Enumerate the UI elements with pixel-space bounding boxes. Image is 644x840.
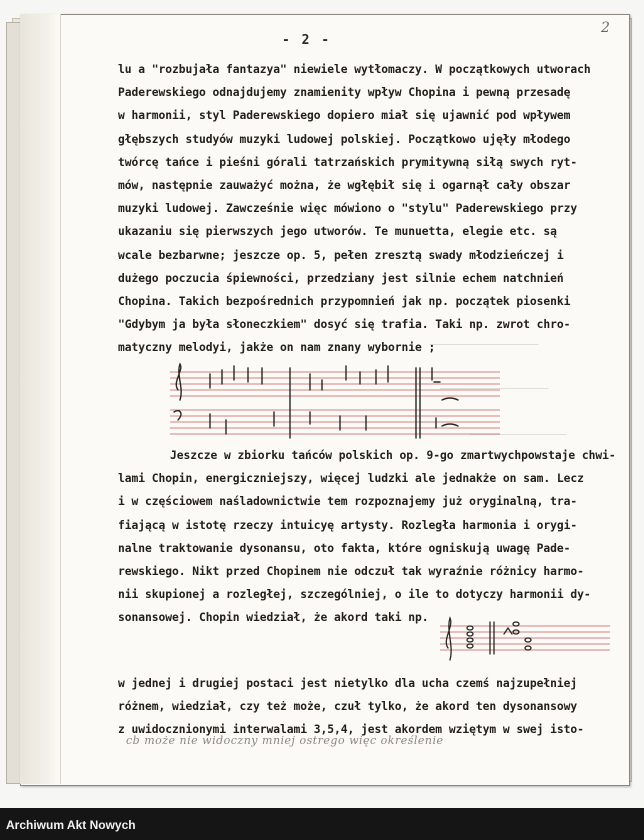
text-line: muzyki ludowej. Zawcześnie więc mówiono o "stylu" Paderewskiego przy: [118, 202, 578, 216]
music-notation-example: [170, 360, 500, 440]
bleed-through-text: ──────────────────: [440, 384, 549, 395]
text-line: matyczny melodyi, jakże on nam znany wybornie ;: [118, 341, 436, 355]
text-line: mów, następnie zauważyć można, że wgłębił się i ogarnął cały obszar: [118, 178, 571, 192]
text-line: Paderewskiego odnajdujemy znamienity wpływ Chopina i pewną przesadę: [118, 86, 571, 100]
paragraph-2: [118, 444, 616, 630]
text-line: rewskiego. Nikt przed Chopinem nie odczuł tak wyraźnie różnicy harmo-: [118, 564, 584, 578]
text-line: Chopina. Takich bezpośrednich przypomnień jak np. początek piosenki: [118, 294, 571, 308]
folio-number: 2: [601, 20, 610, 36]
paragraph-1: [118, 58, 603, 359]
page-binding-edge: [20, 14, 61, 784]
text-line: ukazaniu się pierwszych jego utworów. Te munuetta, elegie etc. są: [118, 225, 557, 239]
chord-notes: [446, 618, 531, 660]
text-line: różnem, wiedział, czy też może, czuł tylko, że akord ten dysonansowy: [118, 700, 578, 714]
text-line: fiającą w istotę rzeczy intuicyę artysty. Rozległa harmonia i orygi-: [118, 518, 578, 532]
text-line: nalne traktowanie dysonansu, oto fakta, które ogniskują uwagę Pade-: [118, 541, 571, 555]
text-line: Jeszcze w zbiorku tańców polskich op. 9-go zmartwychpowstaje chwi-: [170, 449, 616, 462]
text-line: i w częściowem naśladownictwie tem rozpoznajemy już oryginalną, tra-: [118, 495, 578, 509]
paragraph-3: [118, 672, 603, 742]
chord-notation-example: [440, 614, 610, 664]
text-line: twórcę tańce i pieśni górali tatrzańskich prymitywną siłą swych ryt-: [118, 155, 578, 169]
text-line: lu a "rozbujała fantazya" niewiele wytłomaczy. W początkowych utworach: [118, 63, 591, 76]
text-line: w jednej i drugiej postaci jest nietylko dla ucha czemś najzupełniej: [118, 677, 578, 690]
text-line: głębszych studyów muzyki ludowej polskiej. Początkowo ujęły młodego: [118, 132, 571, 146]
bleed-through-text: ────────────────: [470, 430, 567, 441]
text-line: w harmonii, styl Paderewskiego dopiero miał się ujawnić pod wpływem: [118, 109, 571, 123]
text-line: dużego poczucia śpiewności, przedziany jest silnie echem natchnień: [118, 271, 564, 285]
text-line: sonansowej. Chopin wiedział, że akord taki np.: [118, 611, 429, 625]
text-line: lami Chopin, energiczniejszy, więcej ludzki ale jednakże on sam. Lecz: [118, 472, 584, 486]
page-number: - 2 -: [282, 33, 332, 48]
archive-watermark-label: Archiwum Akt Nowych: [6, 818, 136, 832]
text-line: z uwidocznionymi interwalami 3,5,4, jest akordem wziętym w swej isto-: [118, 723, 584, 737]
text-line: nii skupionej a rozległej, szczególniej, o ile to dotyczy harmonii dy-: [118, 588, 591, 602]
handwritten-margin-note: cb może nie widoczny mniej ostrego więc określenie: [126, 734, 444, 747]
handwritten-notes: [174, 364, 458, 438]
text-line: "Gdybym ja była słoneczkiem" dosyć się trafia. Taki np. zwrot chro-: [118, 318, 571, 332]
bleed-through-text: ──────────────────: [430, 340, 539, 351]
text-line: wcale bezbarwne; jeszcze op. 5, pełen zresztą swady młodzieńczej i: [118, 248, 564, 262]
